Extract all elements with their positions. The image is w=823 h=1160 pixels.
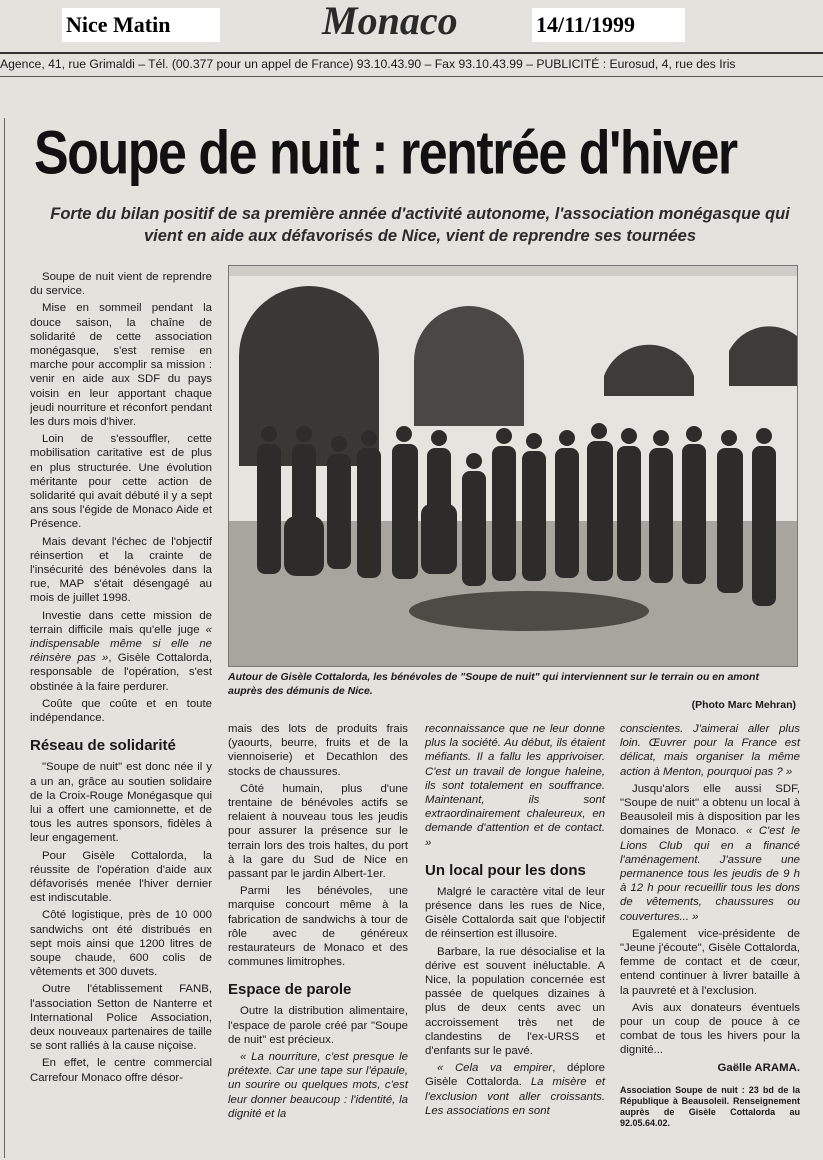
quote: « Cela va empirer [437, 1062, 553, 1075]
article-headline: Soupe de nuit : rentrée d'hiver [34, 119, 737, 188]
paragraph: Coûte que coûte et en toute indépendance. [30, 697, 212, 725]
section-title: Monaco [322, 0, 458, 43]
photo-illustration [229, 266, 797, 666]
text-run: , Gisèle Cottalorda, responsable de l'opération, s'est obstinée à la faire perdurer. [30, 652, 212, 693]
photo-caption [228, 670, 796, 712]
paragraph: Soupe de nuit vient de reprendre du service. [30, 271, 212, 298]
paragraph: Mise en sommeil pendant la douce saison, la chaîne de solidarité de cette association monégasque, s'est remise en marche pour accomplir sa mission : venir en aide aux SDF du pays voisin en leur apportant chaque jeudi nourriture et réconfort pendant les durs mois d'hiver. [30, 302, 212, 429]
text-run: Jusqu'alors elle aussi SDF, "Soupe de nuit" a obtenu un local à Beausoleil mis à disposition par les domaines de Monaco. [620, 782, 800, 838]
article-column-4 [620, 722, 800, 1129]
divider [0, 76, 823, 77]
paragraph [620, 782, 800, 924]
paragraph: Barbare, la rue désocialise et la dérive est souvent inéluctable. A Nice, la population concernée est passée de quelques dizaines à plus de deux cents avec un accroissement très net de clandestins de l'ex-URSS et d'enfants sur le pavé. [425, 945, 605, 1058]
article-lede: Forte du bilan positif de sa première année d'activité autonome, l'association monégasque qui vient en aide aux défavorisés de Nice, vient de reprendre ses tournées [50, 205, 790, 245]
paragraph: En effet, le centre commercial Carrefour Monaco offre désor- [30, 1057, 212, 1084]
paragraph: Outre la distribution alimentaire, l'espace de parole créé par "Soupe de nuit" est précieux. [228, 1005, 408, 1046]
quote: « indispensable même si elle ne réinsère pas » [30, 623, 212, 665]
association-footnote: Association Soupe de nuit : 23 bd de la République à Beausoleil. Renseignement auprès de Gisèle Cottalorda au 92.05.64.02. [620, 1084, 800, 1128]
paragraph: Parmi les bénévoles, une marquise concourt même à la fabrication de sandwichs à tour de rôle avec de généreux restaurateurs de Monaco et des communes limitrophes. [228, 885, 408, 969]
paragraph: Côté logistique, près de 10 000 sandwichs ont été distribués en sept mois ainsi que 1200 litres de soupe chaude, 600 colis de vêtements et 300 duvets. [30, 909, 212, 979]
page-margin-rule [4, 118, 11, 1158]
paragraph: Côté humain, plus d'une trentaine de bénévoles actifs se relaient à nouveau tous les jeudis pour assurer la présence sur le terrain lors des trois haltes, du port à la gare du Sud de Nice en passant par le jardin Albert-1er. [228, 782, 408, 881]
paragraph: Malgré le caractère vital de leur présence dans les rues de Nice, Gisèle Cottalorda sait que l'objectif de réinsertion est illusoire. [425, 885, 605, 941]
subheading: Espace de parole [228, 981, 352, 999]
paragraph: Mais devant l'échec de l'objectif réinsertion et la crainte de l'insécurité des bénévoles dans la rue, MAP s'était désengagé au mois de juillet 1998. [30, 535, 212, 605]
paragraph: "Soupe de nuit" est donc née il y a un an, grâce au soutien solidaire de la Croix-Rouge Monégasque qui lui a offert une camionnette, et de tous les autres sponsors, fidèles à leur engagement. [30, 761, 212, 845]
quote: « C'est le Lions Club qui en a financé l'aménagement. J'assure une permanence tous les jeudis de 9 h à 12 h pour recueillir tous les dons de vêtements, chaussures ou couvertures... » [620, 825, 800, 923]
photo-credit: (Photo Marc Mehran) [691, 699, 796, 711]
masthead-rule [0, 52, 823, 54]
paragraph: mais des lots de produits frais (yaourts, beurre, fruits et de la viennoiserie) et Decathlon des stocks de chaussures. [228, 723, 408, 778]
paragraph: Egalement vice-présidente de "Jeune j'écoute", Gisèle Cottalorda, femme de contact et de cœur, entend continuer à livrer bataille à la pauvreté et à l'exclusion. [620, 927, 800, 997]
author-signature: Gaëlle ARAMA. [717, 1061, 800, 1074]
agency-line: Agence, 41, rue Grimaldi – Tél. (00.377 pour un appel de France) 93.10.43.90 – Fax 93.10.43.99 – PUBLICITÉ : Eurosud, 4, rue des Iris [0, 57, 736, 71]
quote-paragraph: reconnaissance que ne leur donne plus la société. Au début, ils étaient méfiants. Il a fallu les apprivoiser. C'est un travail de longue haleine, ils sont totalement en souffrance. Maintenant, ils sont extraordinairement chaleureux, en demande d'attention et de contact. » [425, 723, 605, 849]
subheading: Réseau de solidarité [30, 737, 176, 755]
article-column-3 [425, 722, 605, 1121]
paragraph: Pour Gisèle Cottalorda, la réussite de l'opération d'aide aux défavorisés menée l'hiver dernier est indiscutable. [30, 849, 212, 905]
subheading: Un local pour les dons [425, 861, 586, 879]
article-column-1 [30, 270, 212, 1088]
paragraph [30, 609, 212, 694]
paragraph [425, 1061, 605, 1118]
quote-paragraph: conscientes. J'aimerai aller plus loin. Œuvrer pour la France est délicat, mais organiser la même action à Menton, pourquoi pas ? » [620, 723, 800, 778]
paragraph: Loin de s'essouffler, cette mobilisation caritative est de plus en plus structurée. Une évolution méritante pour cette action de solidarité qui avait débuté il y a sept ans sous l'égide de Monaco Aide et Présence. [30, 433, 212, 531]
article-column-2 [228, 722, 408, 1124]
caption-text: Autour de Gisèle Cottalorda, les bénévoles de "Soupe de nuit" qui interviennent sur le terrain ou en amont auprès des démunis de Nice. [228, 671, 759, 697]
text-run: , déplore Gisèle Cottalorda. [425, 1062, 606, 1089]
quote: La misère et l'exclusion vont aller croissants. Les associations en sont [425, 1076, 605, 1117]
paragraph: Avis aux donateurs éventuels pour un coup de pouce à ce combat de tous les hivers pour la dignité... [620, 1001, 800, 1057]
quote-paragraph: « La nourriture, c'est presque le prétexte. Car une tape sur l'épaule, un sourire ou quelques mots, c'est leur donner beaucoup : l'identité, la dignité et la [228, 1051, 408, 1120]
date-label: 14/11/1999 [532, 8, 685, 42]
text-run: Investie dans cette mission de terrain difficile mais qu'elle juge [30, 609, 212, 636]
group-photo [228, 265, 798, 667]
paragraph: Outre l'établissement FANB, l'association Setton de Nanterre et International Police Association, deux nouveaux partenaires de taille se sont ralliés à la cause niçoise. [30, 983, 212, 1053]
publication-label: Nice Matin [62, 8, 220, 42]
